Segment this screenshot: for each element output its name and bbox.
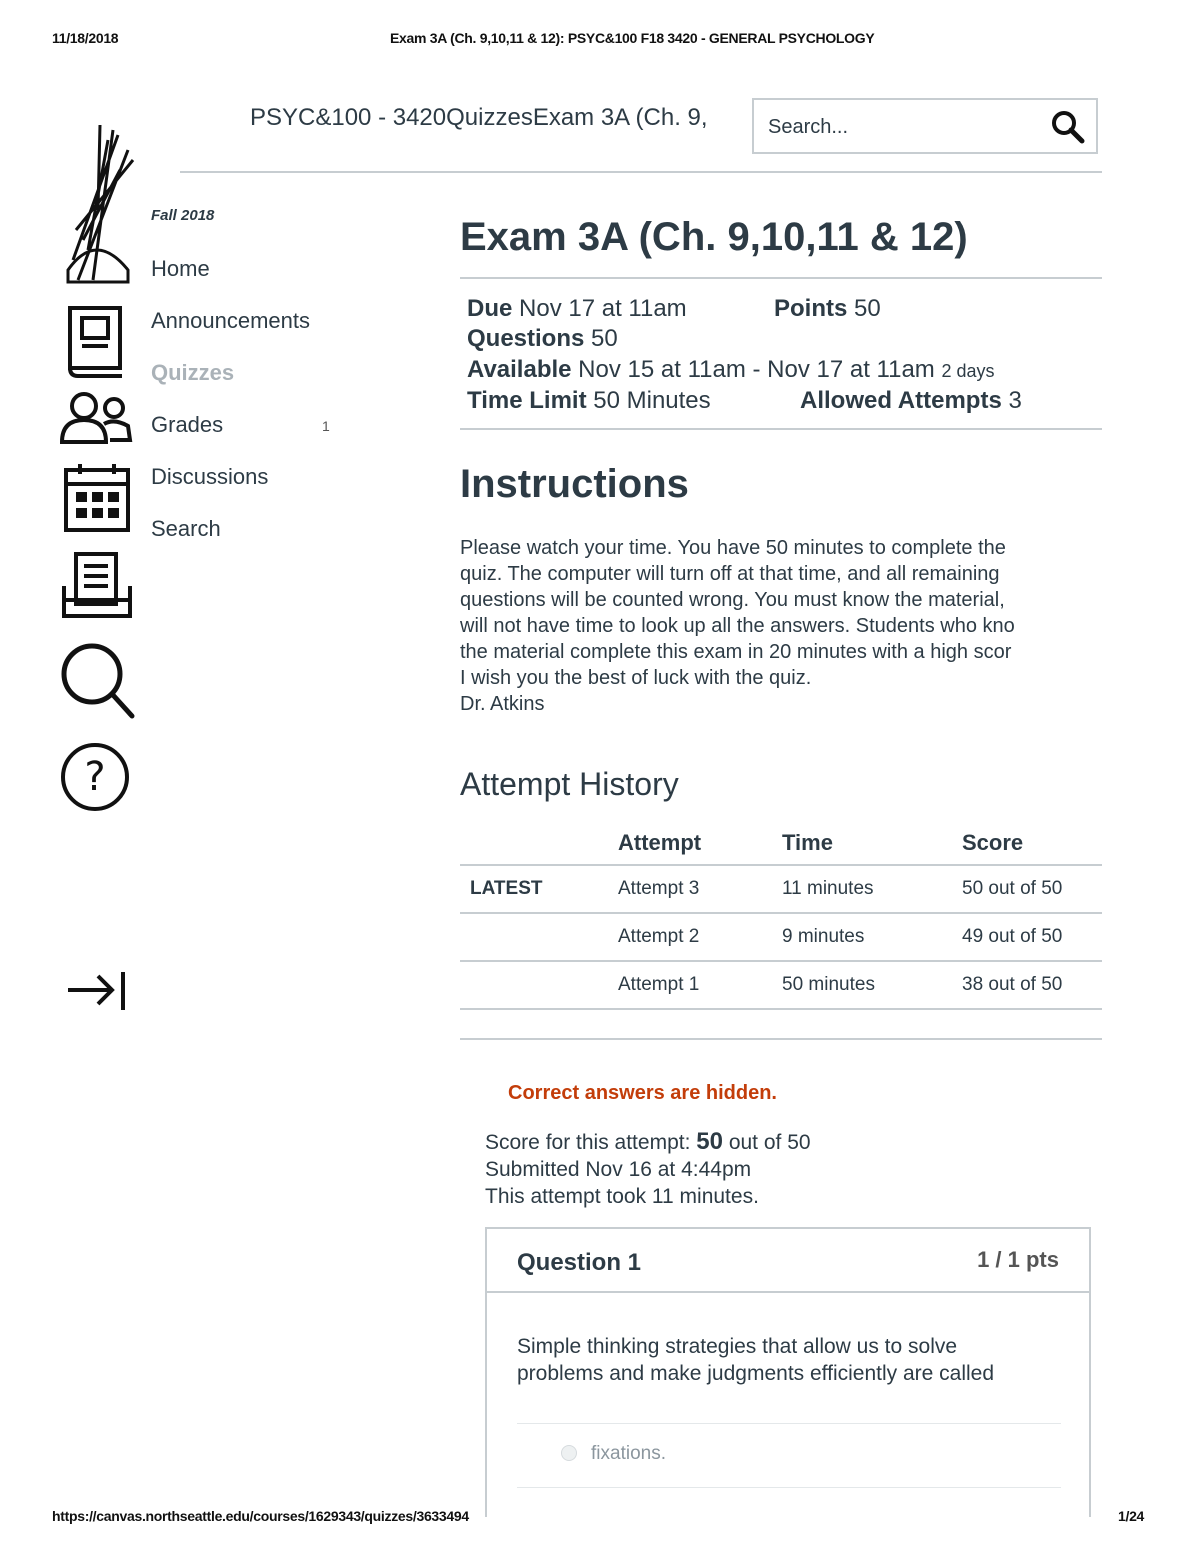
course-nav-quizzes[interactable]: Quizzes <box>151 360 235 385</box>
questions-row <box>467 325 618 353</box>
course-nav-home[interactable]: Home <box>151 256 210 281</box>
search-box[interactable] <box>752 98 1098 154</box>
latest-tag: LATEST <box>460 865 618 913</box>
score-summary <box>485 1128 811 1210</box>
header-divider <box>180 171 1102 173</box>
questions-label: Questions <box>467 325 585 352</box>
time-limit-value: 50 Minutes <box>593 387 711 414</box>
attempt-link[interactable]: Attempt 2 <box>618 913 782 961</box>
table-row <box>460 913 1102 961</box>
attempt-score: 50 out of 50 <box>962 865 1102 913</box>
latest-tag <box>460 913 618 961</box>
term-label: Fall 2018 <box>151 207 215 224</box>
instructions-line: I wish you the best of luck with the quiz. <box>460 667 812 689</box>
question-text-line: problems and make judgments efficiently are called <box>517 1362 995 1385</box>
print-url: https://canvas.northseattle.edu/courses/1629343/quizzes/3633494 <box>52 1508 469 1524</box>
instructions-line: the material complete this exam in 20 minutes with a high scor <box>460 641 1012 663</box>
course-nav-grades[interactable]: Grades <box>151 412 224 437</box>
question-title: Question 1 <box>517 1249 642 1276</box>
search-input[interactable] <box>766 110 1040 144</box>
attempt-time: 9 minutes <box>782 913 962 961</box>
groups-icon[interactable] <box>58 390 136 446</box>
breadcrumb[interactable]: PSYC&100 - 3420QuizzesExam 3A (Ch. 9, <box>250 104 708 131</box>
attempts-label: Allowed Attempts <box>800 387 1002 414</box>
grades-badge: 1 <box>322 418 330 434</box>
question-text-line: Simple thinking strategies that allow us to solve <box>517 1335 958 1358</box>
due-row <box>467 295 687 323</box>
title-divider <box>460 277 1102 279</box>
svg-text:?: ? <box>84 754 106 800</box>
points-row <box>774 295 881 323</box>
help-icon[interactable] <box>58 740 136 818</box>
course-nav-announcements[interactable]: Announcements <box>151 308 310 333</box>
instructions-line: quiz. The computer will turn off at that time, and all remaining <box>460 563 1000 585</box>
attempt-link[interactable]: Attempt 3 <box>618 865 782 913</box>
collapse-nav-icon[interactable] <box>66 968 128 1012</box>
inbox-icon[interactable] <box>58 548 136 626</box>
courses-icon[interactable] <box>58 302 136 380</box>
instructions-line: will not have time to look up all the answers. Students who kno <box>460 615 1015 637</box>
instructions-signature: Dr. Atkins <box>460 693 545 715</box>
points-label: Points <box>774 295 848 322</box>
attempt-history-table <box>460 822 1102 1010</box>
instructions-heading: Instructions <box>460 462 689 506</box>
due-value: Nov 17 at 11am <box>519 295 687 322</box>
score-value: 50 <box>696 1128 723 1155</box>
instructions-line: questions will be counted wrong. You must know the material, <box>460 589 1005 611</box>
questions-value: 50 <box>591 325 618 352</box>
instructions-line: Please watch your time. You have 50 minutes to complete the <box>460 537 1006 559</box>
due-label: Due <box>467 295 513 322</box>
search-icon[interactable] <box>58 640 136 724</box>
answer-radio[interactable] <box>561 1445 577 1461</box>
print-page-number: 1/24 <box>1118 1508 1145 1524</box>
question-text <box>517 1333 1077 1387</box>
attempt-duration: This attempt took 11 minutes. <box>485 1185 759 1208</box>
submitted-time: Submitted Nov 16 at 4:44pm <box>485 1158 752 1181</box>
available-label: Available <box>467 356 572 383</box>
table-row <box>460 865 1102 913</box>
time-limit-label: Time Limit <box>467 387 587 414</box>
instructions-text <box>460 535 1102 717</box>
attempt-time: 50 minutes <box>782 961 962 1009</box>
account-icon[interactable] <box>58 120 136 295</box>
attempt-link[interactable]: Attempt 1 <box>618 961 782 1009</box>
answer-label: fixations. <box>591 1443 666 1464</box>
column-header: Attempt <box>618 822 782 865</box>
meta-divider <box>460 428 1102 430</box>
print-title: Exam 3A (Ch. 9,10,11 & 12): PSYC&100 F18 3420 - GENERAL PSYCHOLOGY <box>390 30 875 46</box>
answer-divider <box>517 1423 1061 1424</box>
available-span: 2 days <box>941 361 995 381</box>
page-title: Exam 3A (Ch. 9,10,11 & 12) <box>460 215 968 259</box>
hidden-answers-note: Correct answers are hidden. <box>508 1082 777 1104</box>
attempt-time: 11 minutes <box>782 865 962 913</box>
question-card <box>485 1227 1091 1517</box>
calendar-icon[interactable] <box>58 460 136 538</box>
score-suffix: out of 50 <box>728 1131 811 1154</box>
column-header <box>460 822 618 865</box>
answer-divider <box>517 1487 1061 1488</box>
course-nav-search[interactable]: Search <box>151 516 221 541</box>
column-header: Score <box>962 822 1102 865</box>
search-icon[interactable] <box>1050 109 1086 145</box>
print-date: 11/18/2018 <box>52 30 119 46</box>
attempt-history-heading: Attempt History <box>460 766 679 802</box>
attempts-row <box>800 387 1022 415</box>
column-header: Time <box>782 822 962 865</box>
score-label: Score for this attempt: <box>485 1131 691 1154</box>
available-row <box>467 356 995 384</box>
available-value: Nov 15 at 11am - Nov 17 at 11am <box>578 356 935 383</box>
attempt-score: 49 out of 50 <box>962 913 1102 961</box>
table-header-row <box>460 822 1102 865</box>
question-header <box>487 1229 1089 1293</box>
score-line <box>485 1128 811 1156</box>
time-limit-row <box>467 387 711 415</box>
attempts-value: 3 <box>1008 387 1022 414</box>
course-nav-discussions[interactable]: Discussions <box>151 464 269 489</box>
question-points: 1 / 1 pts <box>977 1247 1059 1272</box>
table-row <box>460 961 1102 1009</box>
latest-tag <box>460 961 618 1009</box>
points-value: 50 <box>854 295 881 322</box>
history-divider <box>460 1038 1102 1040</box>
attempt-score: 38 out of 50 <box>962 961 1102 1009</box>
